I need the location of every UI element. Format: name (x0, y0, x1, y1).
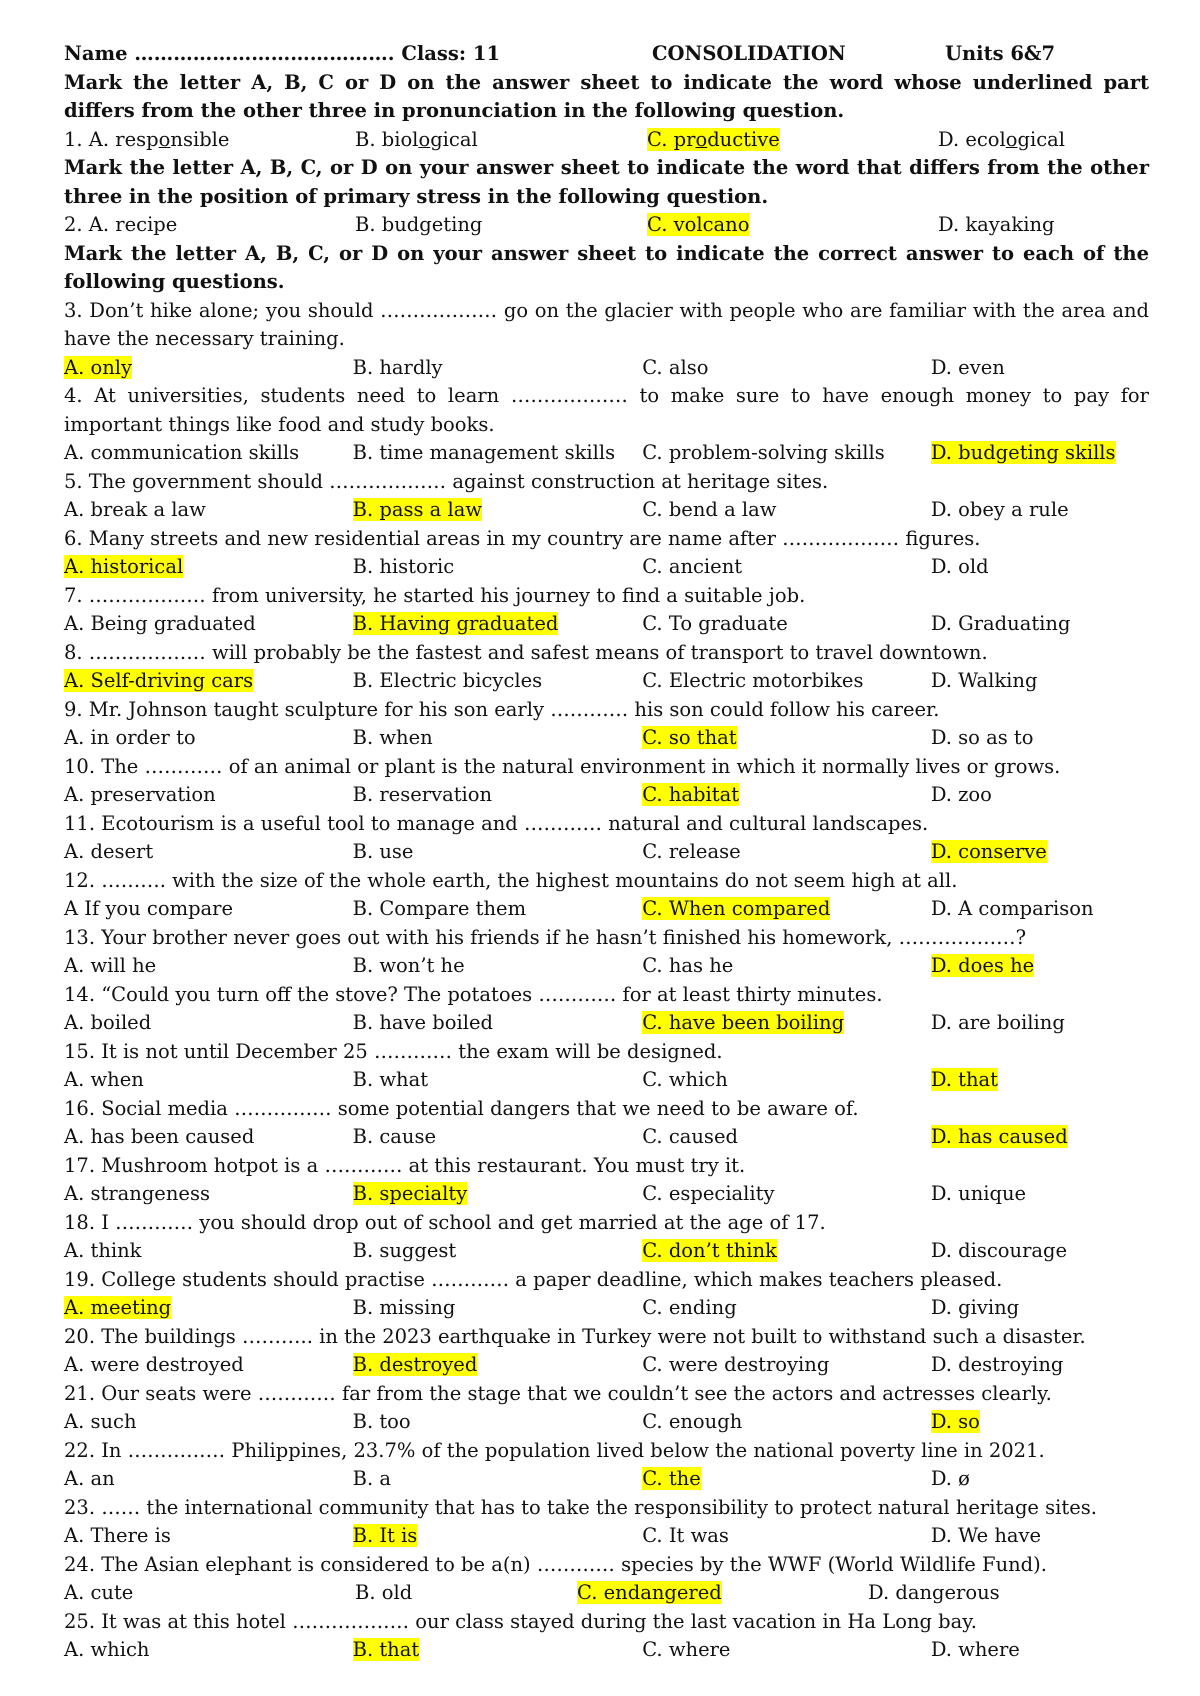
option-d[interactable] (931, 1294, 1149, 1323)
option-a[interactable] (64, 354, 353, 383)
option-label: C. have been boiling (642, 1011, 845, 1034)
option-label: B. pass a law (352, 498, 483, 521)
option-label: B. It is (352, 1524, 418, 1547)
option-label: C. volcano (647, 213, 750, 236)
option-a[interactable] (64, 724, 353, 753)
option-b[interactable] (353, 553, 643, 582)
option-label: A. will he (64, 954, 157, 977)
question-text: 22. In …………… Philippines, 23.7% of the population lived below the national poverty line in 2021. (64, 1438, 1045, 1462)
option-a[interactable] (64, 439, 353, 468)
option-text-post: ductive (707, 127, 780, 151)
question-options (64, 1009, 1149, 1038)
option-d[interactable] (931, 1636, 1149, 1665)
instruction-stress: Mark the letter A, B, C, or D on your answer sheet to indicate the word that differs from the other three in the position of primary stress in the following question. (64, 156, 1149, 208)
question-text: 20. The buildings ……….. in the 2023 earthquake in Turkey were not built to withstand such a disaster. (64, 1324, 1086, 1348)
option-label: C. the (642, 1467, 701, 1490)
question-text: 3. Don’t hike alone; you should ……………… go on the glacier with people who are familiar with the area and have the necessary training. (64, 298, 1149, 350)
option-label (938, 128, 1065, 151)
option-d[interactable] (931, 952, 1149, 981)
option-c[interactable] (642, 553, 931, 582)
underlined-letter: o (695, 127, 708, 151)
option-label: A. boiled (64, 1011, 152, 1034)
question-options (64, 610, 1149, 639)
option-c[interactable] (642, 781, 931, 810)
option-label: D. giving (930, 1296, 1020, 1319)
question-options (64, 1066, 1149, 1095)
question-text: 21. Our seats were ………… far from the stage that we couldn’t see the actors and actresses clearly. (64, 1381, 1052, 1405)
worksheet-title: CONSOLIDATION (652, 42, 846, 65)
question-options (64, 895, 1149, 924)
option-b[interactable] (353, 1009, 643, 1038)
option-b[interactable] (353, 952, 643, 981)
option-label: D. A comparison (930, 897, 1094, 920)
option-c[interactable] (647, 126, 938, 155)
option-a[interactable] (64, 781, 353, 810)
option-a[interactable] (64, 667, 353, 696)
question-options (64, 496, 1149, 525)
question-text: 24. The Asian elephant is considered to be a(n) ………… species by the WWF (World Wildlife Fund). (64, 1552, 1047, 1576)
question-text: 23. …… the international community that has to take the responsibility to protect natural heritage sites. (64, 1495, 1097, 1519)
option-b[interactable] (353, 354, 643, 383)
option-label: B. reservation (352, 783, 493, 806)
option-b[interactable] (355, 1579, 577, 1608)
option-c[interactable] (642, 439, 931, 468)
option-d[interactable] (931, 354, 1149, 383)
option-c[interactable] (642, 1066, 931, 1095)
option-label: A. think (64, 1239, 142, 1262)
option-a[interactable] (64, 211, 355, 240)
option-label: C. ancient (642, 555, 743, 578)
option-label: D. Graduating (930, 612, 1071, 635)
question-text: 9. Mr. Johnson taught sculpture for his son early ………… his son could follow his career. (64, 697, 940, 721)
option-label: C. When compared (642, 897, 831, 920)
question-text: 19. College students should practise ………… a paper deadline, which makes teachers pleased. (64, 1267, 1003, 1291)
option-d[interactable] (931, 724, 1149, 753)
option-b[interactable] (353, 1636, 643, 1665)
option-c[interactable] (642, 895, 931, 924)
option-a[interactable] (64, 1009, 353, 1038)
option-label: C. where (642, 1638, 731, 1661)
question-options (64, 1636, 1149, 1665)
option-d[interactable] (931, 1009, 1149, 1038)
option-a[interactable] (64, 838, 353, 867)
instruction-pronunciation: Mark the letter A, B, C or D on the answer sheet to indicate the word whose underlined part differs from the other three in pronunciation in the following question. (64, 70, 1149, 122)
option-b[interactable] (353, 1237, 643, 1266)
option-label: A. which (64, 1638, 150, 1661)
underlined-letter: o (158, 127, 171, 151)
option-label: A. only (64, 355, 133, 379)
underlined-letter: o (418, 127, 431, 151)
question-text: 17. Mushroom hotpot is a ………… at this restaurant. You must try it. (64, 1153, 746, 1177)
option-label: B. that (352, 1638, 420, 1661)
option-label: A. were destroyed (64, 1353, 244, 1376)
option-label: C. caused (642, 1125, 738, 1148)
option-text-post: gical (1017, 127, 1066, 151)
option-label: B. historic (352, 555, 455, 578)
option-c[interactable] (642, 496, 931, 525)
option-d[interactable] (931, 439, 1149, 468)
question-options (64, 553, 1149, 582)
option-text-pre: B. biol (355, 127, 419, 151)
option-label: A. an (64, 1467, 115, 1490)
option-label: C. To graduate (642, 612, 788, 635)
option-c[interactable] (642, 1465, 931, 1494)
option-d[interactable] (931, 838, 1149, 867)
option-text-pre: D. ecol (938, 127, 1006, 151)
option-label: B. when (352, 726, 433, 749)
option-label: B. specialty (352, 1182, 468, 1205)
option-label: B. time management skills (352, 441, 616, 464)
option-b[interactable] (353, 838, 643, 867)
option-label: C. release (642, 840, 741, 863)
option-label: D. does he (930, 954, 1035, 977)
option-label: B. too (352, 1410, 411, 1433)
option-c[interactable] (642, 1636, 931, 1665)
question-list (64, 297, 1149, 1665)
option-label: A. communication skills (64, 441, 300, 464)
question-text: 8. ……………… will probably be the fastest and safest means of transport to travel downtown. (64, 640, 988, 664)
option-label: D. obey a rule (930, 498, 1069, 521)
question-options (64, 439, 1149, 468)
question-2-options (64, 211, 1149, 240)
option-c[interactable] (642, 952, 931, 981)
option-c[interactable] (642, 354, 931, 383)
option-label: D. ø (930, 1467, 970, 1490)
underlined-letter: o (1005, 127, 1018, 151)
option-b[interactable] (353, 667, 643, 696)
option-b[interactable] (353, 1066, 643, 1095)
units-label: Units 6&7 (945, 42, 1056, 65)
question-text: 12. ………. with the size of the whole earth, the highest mountains do not seem high at all. (64, 868, 958, 892)
option-d[interactable] (931, 781, 1149, 810)
option-a[interactable] (64, 1180, 353, 1209)
option-label: A. strangeness (64, 1182, 210, 1205)
option-b[interactable] (353, 1294, 643, 1323)
option-a[interactable] (64, 610, 353, 639)
question-text: 10. The ………… of an animal or plant is the natural environment in which it normally lives or grows. (64, 754, 1061, 778)
option-label: A. cute (64, 1581, 134, 1604)
option-label: 2. A. recipe (64, 213, 178, 236)
option-text-post: gical (430, 127, 478, 151)
option-label (355, 128, 478, 151)
option-label: D. where (930, 1638, 1020, 1661)
option-label: B. suggest (352, 1239, 457, 1262)
option-b[interactable] (353, 496, 643, 525)
option-a[interactable] (64, 952, 353, 981)
option-label: D. kayaking (938, 213, 1055, 236)
option-label: D. that (930, 1068, 999, 1091)
option-c[interactable] (642, 1351, 931, 1380)
question-options (64, 1408, 1149, 1437)
option-label: C. so that (642, 726, 737, 749)
header (64, 40, 1149, 69)
worksheet (64, 40, 1149, 1665)
option-label: A. Being graduated (64, 612, 256, 635)
option-d[interactable] (931, 667, 1149, 696)
option-label: D. destroying (930, 1353, 1064, 1376)
question-options (64, 1123, 1149, 1152)
option-label: B. budgeting (355, 213, 483, 236)
question-text: 5. The government should ……………… against construction at heritage sites. (64, 469, 829, 493)
option-label: B. won’t he (352, 954, 465, 977)
option-b[interactable] (353, 610, 643, 639)
option-d[interactable] (931, 1408, 1149, 1437)
question-options (64, 781, 1149, 810)
option-label: A. There is (64, 1524, 171, 1547)
option-label: A. when (64, 1068, 144, 1091)
option-label: B. old (355, 1581, 413, 1604)
option-label: D. so (930, 1410, 980, 1433)
option-a[interactable] (64, 1066, 353, 1095)
option-a[interactable] (64, 1237, 353, 1266)
option-c[interactable] (577, 1579, 868, 1608)
option-label: D. dangerous (868, 1581, 1000, 1604)
question-options (64, 1237, 1149, 1266)
option-label: A. in order to (64, 726, 196, 749)
option-label: B. hardly (352, 355, 443, 379)
option-b[interactable] (353, 895, 643, 924)
question-options (64, 1522, 1149, 1551)
option-label: C. endangered (577, 1581, 722, 1604)
option-a[interactable] (64, 553, 353, 582)
option-label: B. have boiled (352, 1011, 493, 1034)
option-text-pre: 1. A. resp (64, 127, 159, 151)
question-text: 16. Social media …………… some potential dangers that we need to be aware of. (64, 1096, 859, 1120)
option-label: D. unique (930, 1182, 1027, 1205)
question-text: 15. It is not until December 25 ………… the exam will be designed. (64, 1039, 723, 1063)
option-c[interactable] (642, 1180, 931, 1209)
option-label: C. which (642, 1068, 728, 1091)
option-label: C. It was (642, 1524, 729, 1547)
option-a[interactable] (64, 1351, 353, 1380)
option-label (64, 128, 229, 151)
option-label (647, 128, 780, 151)
option-label: D. even (930, 355, 1005, 379)
question-options (64, 1465, 1149, 1494)
option-b[interactable] (353, 1351, 643, 1380)
option-d[interactable] (931, 496, 1149, 525)
option-label: A. meeting (64, 1296, 172, 1319)
option-label: C. bend a law (642, 498, 777, 521)
option-d[interactable] (931, 1465, 1149, 1494)
option-label: D. old (930, 555, 989, 578)
option-c[interactable] (642, 838, 931, 867)
option-d[interactable] (931, 895, 1149, 924)
option-d[interactable] (938, 211, 1138, 240)
option-label: B. Electric bicycles (352, 669, 543, 692)
question-options (64, 1351, 1149, 1380)
option-label: D. zoo (930, 783, 992, 806)
option-d[interactable] (931, 1237, 1149, 1266)
question-options (64, 952, 1149, 981)
option-label: C. also (642, 355, 709, 379)
option-a[interactable] (64, 1465, 353, 1494)
option-a[interactable] (64, 895, 353, 924)
option-label: C. ending (642, 1296, 737, 1319)
option-b[interactable] (353, 1408, 643, 1437)
option-c[interactable] (642, 724, 931, 753)
option-label: D. so as to (930, 726, 1034, 749)
instruction-grammar: Mark the letter A, B, C, or D on your answer sheet to indicate the correct answer to each of the following questions. (64, 241, 1149, 293)
option-b[interactable] (353, 439, 643, 468)
option-label: A. break a law (64, 498, 206, 521)
question-1-options (64, 126, 1149, 155)
option-a[interactable] (64, 496, 353, 525)
option-d[interactable] (931, 553, 1149, 582)
option-a[interactable] (64, 1123, 353, 1152)
option-c[interactable] (642, 1123, 931, 1152)
option-a[interactable] (64, 126, 355, 155)
option-label: D. Walking (930, 669, 1038, 692)
question-options (64, 1294, 1149, 1323)
option-d[interactable] (931, 1522, 1149, 1551)
option-label: D. are boiling (930, 1011, 1065, 1034)
option-d[interactable] (931, 610, 1149, 639)
option-d[interactable] (931, 1066, 1149, 1095)
option-a[interactable] (64, 1579, 355, 1608)
question-options (64, 667, 1149, 696)
option-b[interactable] (353, 1465, 643, 1494)
option-text-post: nsible (170, 127, 230, 151)
option-label: C. problem-solving skills (642, 441, 885, 464)
option-c[interactable] (642, 1522, 931, 1551)
option-label: C. Electric motorbikes (642, 669, 864, 692)
option-label: A. Self-driving cars (64, 669, 254, 692)
question-options (64, 1180, 1149, 1209)
option-c[interactable] (642, 667, 931, 696)
option-b[interactable] (353, 1123, 643, 1152)
option-label: D. has caused (930, 1125, 1068, 1148)
question-text: 18. I ………… you should drop out of school and get married at the age of 17. (64, 1210, 826, 1234)
option-a[interactable] (64, 1294, 353, 1323)
option-label: B. cause (352, 1125, 436, 1148)
option-d[interactable] (931, 1180, 1149, 1209)
question-options (64, 354, 1149, 383)
option-c[interactable] (642, 1009, 931, 1038)
option-c[interactable] (642, 1237, 931, 1266)
question-text: 4. At universities, students need to learn ……………… to make sure to have enough money to pay for important things like food and study books. (64, 384, 1149, 436)
option-label: B. missing (352, 1296, 456, 1319)
question-text: 25. It was at this hotel ……………… our class stayed during the last vacation in Ha Long bay. (64, 1609, 977, 1633)
option-label: D. conserve (930, 840, 1047, 863)
option-label: A If you compare (64, 897, 234, 920)
option-label: B. destroyed (352, 1353, 478, 1376)
option-b[interactable] (353, 781, 643, 810)
question-text: 11. Ecotourism is a useful tool to manage and ………… natural and cultural landscapes. (64, 811, 929, 835)
option-label: A. such (64, 1410, 137, 1433)
option-label: A. desert (64, 840, 154, 863)
option-label: A. preservation (64, 783, 216, 806)
option-b[interactable] (355, 126, 647, 155)
option-b[interactable] (353, 1180, 643, 1209)
option-label: A. historical (64, 555, 184, 578)
option-label: D. We have (930, 1524, 1042, 1547)
option-label: B. Compare them (352, 897, 527, 920)
option-label: A. has been caused (64, 1125, 255, 1148)
option-b[interactable] (353, 724, 643, 753)
option-d[interactable] (931, 1123, 1149, 1152)
option-label: B. what (352, 1068, 429, 1091)
option-d[interactable] (931, 1351, 1149, 1380)
option-d[interactable] (868, 1579, 1088, 1608)
option-label: C. habitat (642, 783, 740, 806)
question-options (64, 838, 1149, 867)
option-label: D. discourage (930, 1239, 1068, 1262)
option-label: C. don’t think (642, 1239, 777, 1262)
option-d[interactable] (938, 126, 1138, 155)
option-a[interactable] (64, 1636, 353, 1665)
option-label: C. has he (642, 954, 734, 977)
option-label: C. enough (642, 1410, 743, 1433)
option-c[interactable] (642, 1408, 931, 1437)
option-label: B. a (352, 1467, 391, 1490)
question-text: 7. ……………… from university, he started his journey to find a suitable job. (64, 583, 806, 607)
question-text: 13. Your brother never goes out with his friends if he hasn’t finished his homework, ………………? (64, 925, 1027, 949)
option-b[interactable] (355, 211, 647, 240)
question-options (64, 724, 1149, 753)
question-text: 6. Many streets and new residential areas in my country are name after ……………… figures. (64, 526, 981, 550)
option-label: C. were destroying (642, 1353, 830, 1376)
option-a[interactable] (64, 1522, 353, 1551)
option-label: D. budgeting skills (930, 441, 1116, 464)
option-c[interactable] (642, 610, 931, 639)
option-text-pre: C. pr (647, 127, 696, 151)
option-label: C. especiality (642, 1182, 775, 1205)
name-class-label: Name …………………………………. Class: 11 (64, 42, 501, 65)
option-label: B. use (352, 840, 414, 863)
option-c[interactable] (642, 1294, 931, 1323)
question-options (64, 1579, 1149, 1608)
option-label: B. Having graduated (352, 612, 559, 635)
option-c[interactable] (647, 211, 938, 240)
question-text: 14. “Could you turn off the stove? The potatoes ………… for at least thirty minutes. (64, 982, 883, 1006)
option-b[interactable] (353, 1522, 643, 1551)
option-a[interactable] (64, 1408, 353, 1437)
